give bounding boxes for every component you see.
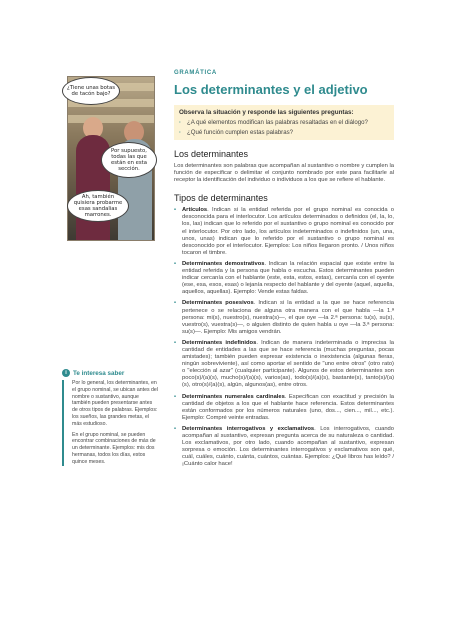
question-1: · ¿A qué elementos modifican las palabras resaltadas en el diálogo? — [179, 119, 389, 126]
intro-paragraph: Los determinantes son palabras que acompañan al sustantivo o nombre y cumplen la función de especificar o delimitar el conjunto nombrado por este para facilitarle al receptor la identificación del individuo o individuos a los que se refiere el hablante. — [174, 163, 394, 184]
sidebar-paragraph-1: Por lo general, los determinantes, en el grupo nominal, se ubican antes del nombre o sustantivo, aunque también pueden presentarse antes de otros tipos de palabras. Ejemplos: los sueños, las grandes metas, el más estudioso. — [72, 380, 158, 427]
page-title: Los determinantes y el adjetivo — [174, 82, 368, 97]
speech-bubble-3: Ah, también quisiera probarme esas sandalias marrones. — [67, 190, 129, 222]
sidebar-paragraph-2: En el grupo nominal, se pueden encontrar combinaciones de más de un determinante. Ejemplos: mis dos hermanas, todos los días, estos quince meses. — [72, 431, 156, 465]
te-interesa-saber-box — [62, 369, 158, 470]
section-tag: GRAMÁTICA — [174, 70, 217, 76]
heading-determinantes: Los determinantes — [174, 149, 249, 159]
question-2: · ¿Qué función cumplen estas palabras? — [179, 129, 389, 136]
list-item: • Artículos. Indican si la entidad referida por el grupo nominal es conocida o desconocida para el interlocutor. Los artículos determinados o definidos (el, la, lo, los, las) indican que lo referido por el sustantivo o grupo nominal es conocido por el interlocutor. Por otro lado, los artículos indeterminados o indefinidos (un, una, unos, unas) indican que lo referido por el sustantivo o grupo nominal es desconocido por el interlocutor. Ejemplos: Los niños llegaron pronto. / Unos niños tocaron el timbre. — [174, 207, 394, 257]
list-item: • Determinantes interrogativos y exclamativos. Los interrogativos, cuando acompañan al sustantivo, expresan pregunta acerca de su naturaleza o cantidad. Los exclamativos, por otro lado, cuando acompañan al sustantivo, expresan sorpresa o emoción. Los determinantes interrogativos y exclamativos son qué, cuál, cuáles, cuánto, cuánta, cuántos, cuántas. Ejemplos: ¿Qué libros has leído? / ¡Cuánto calor hace! — [174, 426, 394, 469]
main-content — [174, 70, 394, 472]
info-icon: i — [62, 369, 70, 377]
observe-box — [174, 105, 394, 140]
list-item: • Determinantes demostrativos. Indican la relación espacial que existe entre la entidad referida y la persona que habla o escucha. Estos determinantes pueden indicar cercanía con el hablante (este, esta, estos, estas), cercanía con el oyente (ese, esa, esos, esas) o lejanía respecto del hablante y del oyente (aquel, aquella, aquellos, aquellas). Ejemplo: Vende estas faldas. — [174, 261, 394, 296]
speech-bubble-1: ¿Tiene unas botas de tacón bajo? — [62, 77, 120, 105]
list-item: • Determinantes posesivos. Indican si la entidad a la que se hace referencia pertenece o se relaciona de alguna otra manera con el que habla —la 1.ª persona: mi(s), nuestro(s), nuestra(s)—, el que oye —la 2.ª persona: tu(s), su(s), vuestro(s), vuestra(s)—, o alguien distinto de quien habla u oye —la 3.ª persona: su(s)—. Ejemplo: Mis amigos vendrán. — [174, 300, 394, 335]
tipos-list — [174, 207, 394, 468]
list-item: • Determinantes numerales cardinales. Especifican con exactitud y precisión la cantidad de objetos a los que el hablante hace referencia. Estos determinantes están conformados por los números naturales (uno, dos..., cien..., mil..., etc.). Ejemplo: Compré veinte entradas. — [174, 394, 394, 422]
heading-tipos: Tipos de determinantes — [174, 193, 268, 204]
list-item: • Determinantes indefinidos. Indican de manera indeterminada o imprecisa la cantidad de entidades a las que se hace referencia (muchas preguntas, pocas amistades); también pueden expresar existencia o inexistencia (algunas fieras, ningún sobreviviente), así como aportar el sentido de "uno entre otros" (otro rato) o "elección al azar" (cualquier participante). Algunos de estos determinantes son poco(s)/(a)(s), mucho(s)/(a)(s), varios(as), todo(s)/(a)(s), bastante(s), tanto(s)/(a)(s), otro(s)/(a)(s), algún, algunos(as), entre otros. — [174, 340, 394, 390]
observe-title: Observa la situación y responde las siguientes preguntas: — [179, 109, 354, 116]
sidebar-heading: Te interesa saber — [73, 369, 125, 377]
speech-bubble-2: Por supuesto, todas las que están en esta sección. — [101, 142, 157, 178]
